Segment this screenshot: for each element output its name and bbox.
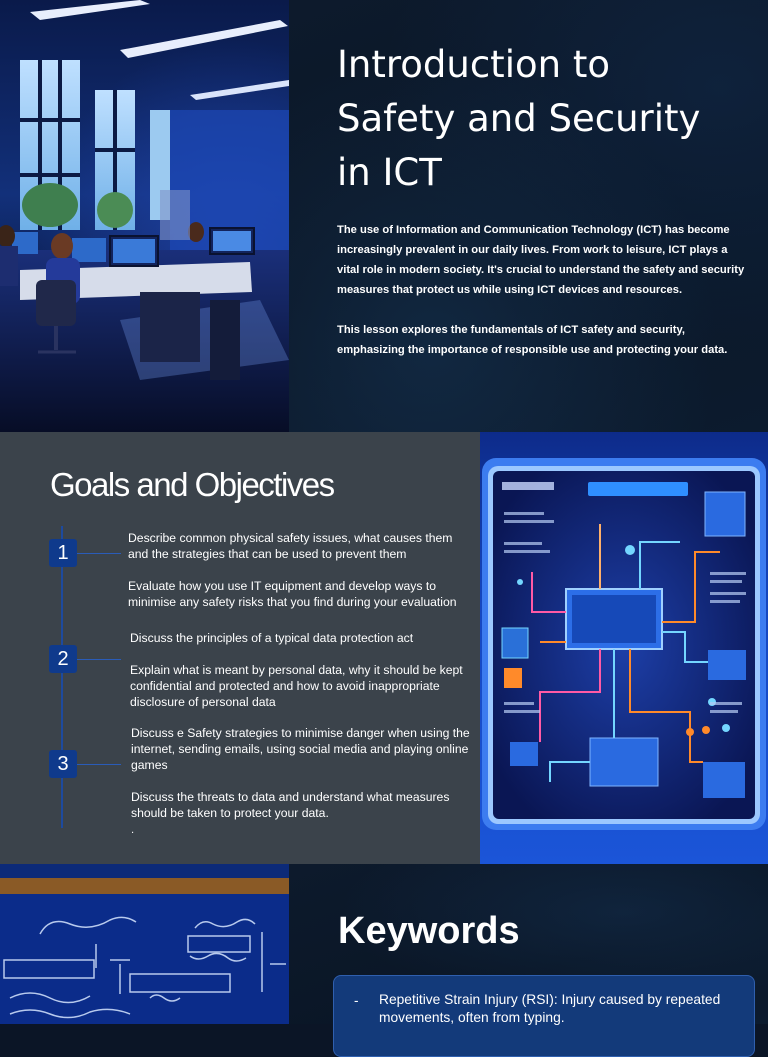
intro-paragraph-1: The use of Information and Communication Technology (ICT) has become increasingly prevalent in our daily lives. From work to leisure, ICT plays a vital role in modern society. It's crucial to understand the safety and security measures that protect us while using ICT devices and resources. — [337, 224, 745, 296]
objective-item: Describe common physical safety issues, what causes them and the strategies that can be used to prevent them — [128, 531, 453, 561]
intro-section — [0, 0, 768, 432]
intro-paragraph-2: This lesson explores the fundamentals of ICT safety and security, emphasizing the importance of responsible use and protecting your data. — [337, 324, 728, 356]
keywords-section — [0, 864, 768, 1024]
goals-panel — [0, 432, 480, 864]
badge-connector — [77, 764, 121, 765]
badge-connector — [77, 553, 121, 554]
number-badge-3: 3 — [49, 750, 77, 778]
objective-item: Discuss e Safety strategies to minimise danger when using the internet, sending emails, using social media and playing online games — [131, 726, 470, 772]
chalkboard-image — [0, 864, 289, 1024]
badge-connector — [77, 659, 121, 660]
objective-item: Discuss the threats to data and understand what measures should be taken to protect your data. — [131, 790, 450, 820]
keyword-list-box — [333, 975, 755, 1057]
intro-title: Introduction to Safety and Security in ICT — [337, 43, 701, 194]
objective-item: Explain what is meant by personal data, why it should be kept confidential and protected and how to avoid inappropriate disclosure of personal data — [130, 663, 463, 709]
number-badge-1: 1 — [49, 539, 77, 567]
objective-item: Discuss the principles of a typical data protection act — [130, 631, 414, 645]
tablet-image — [480, 432, 768, 864]
trailing-mark: . — [131, 825, 135, 836]
number-badge-2: 2 — [49, 645, 77, 673]
keywords-title: Keywords — [338, 910, 520, 952]
keywords-panel — [289, 864, 768, 1024]
keyword-item: Repetitive Strain Injury (RSI): Injury caused by repeated movements, often from typing. — [379, 992, 721, 1025]
objective-item: Evaluate how you use IT equipment and develop ways to minimise any safety risks that you find during your evaluation — [128, 579, 457, 609]
keyword-bullet: - — [354, 993, 359, 1008]
goals-title: Goals and Objectives — [50, 466, 334, 503]
goals-section — [0, 432, 768, 864]
office-image — [0, 0, 289, 432]
timeline-line — [61, 526, 63, 828]
intro-text-panel — [289, 0, 768, 432]
